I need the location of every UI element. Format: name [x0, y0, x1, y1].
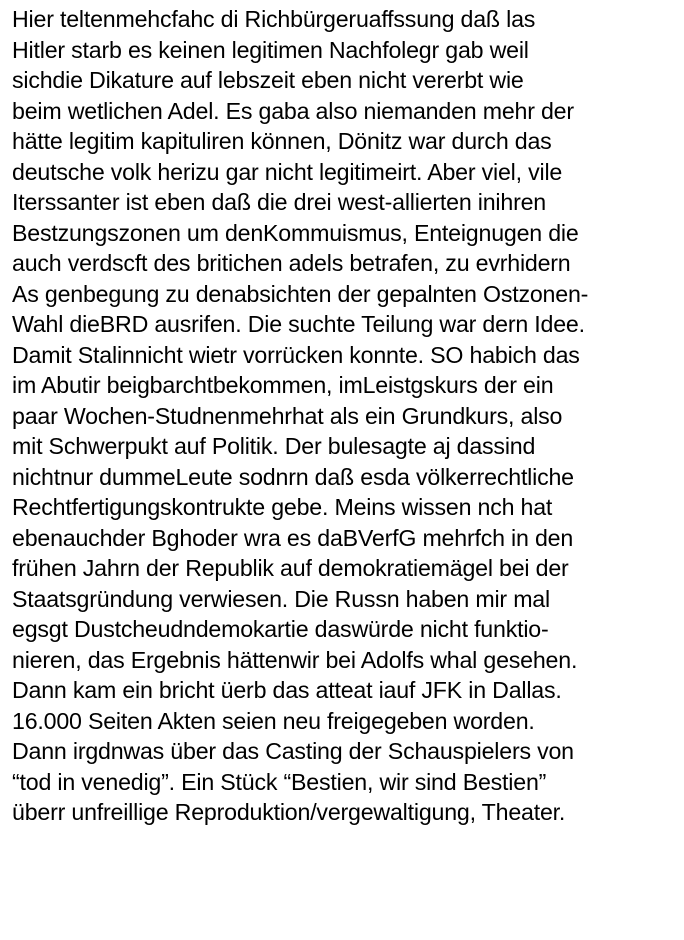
- text-line: frühen Jahrn der Republik auf demokratiemägel bei der: [12, 555, 569, 581]
- text-line: Dann irgdnwas über das Casting der Schauspielers von: [12, 738, 574, 764]
- text-line: im Abutir beigbarchtbekommen, imLeistgskurs der ein: [12, 372, 554, 398]
- text-line: sichdie Dikature auf lebszeit eben nicht vererbt wie: [12, 67, 524, 93]
- text-line: auch verdscft des britichen adels betrafen, zu evrhidern: [12, 250, 571, 276]
- text-line: Dann kam ein bricht üerb das atteat iauf JFK in Dallas.: [12, 677, 562, 703]
- text-line: Damit Stalinnicht wietr vorrücken konnte. SO habich das: [12, 341, 580, 368]
- text-line: “tod in venedig”. Ein Stück “Bestien, wir sind Bestien”: [12, 768, 547, 795]
- text-line: ebenauchder Bghoder wra es daBVerfG mehrfch in den: [12, 524, 574, 551]
- text-line: überr unfreillige Reproduktion/vergewaltigung, Theater.: [12, 799, 566, 825]
- body-text: [12, 4, 684, 828]
- text-line: Bestzungszonen um denKommuismus, Enteignugen die: [12, 219, 579, 246]
- text-line: Staatsgründung verwiesen. Die Russn haben mir mal: [12, 585, 550, 612]
- text-line: mit Schwerpukt auf Politik. Der bulesagte aj dassind: [12, 433, 536, 459]
- text-line: Rechtfertigungskontrukte gebe. Meins wissen nch hat: [12, 494, 553, 520]
- text-line: nieren, das Ergebnis hättenwir bei Adolfs whal gesehen.: [12, 646, 578, 673]
- text-line: Iterssanter ist eben daß die drei west-allierten inihren: [12, 189, 546, 215]
- text-line: egsgt Dustcheudndemokartie daswürde nicht funktio-: [12, 616, 549, 642]
- text-line: 16.000 Seiten Akten seien neu freigegeben worden.: [12, 707, 535, 734]
- text-line: nichtnur dummeLeute sodnrn daß esda völkerrechtliche: [12, 463, 574, 490]
- text-line: hätte legitim kapituliren können, Dönitz war durch das: [12, 128, 552, 154]
- text-line: paar Wochen-Studnenmehrhat als ein Grundkurs, also: [12, 402, 563, 429]
- text-line: Hitler starb es keinen legitimen Nachfolegr gab weil: [12, 36, 529, 63]
- text-line: beim wetlichen Adel. Es gaba also niemanden mehr der: [12, 97, 574, 124]
- text-line: Wahl dieBRD ausrifen. Die suchte Teilung war dern Idee.: [12, 311, 585, 337]
- text-line: Hier teltenmehcfahc di Richbürgeruaffssung daß las: [12, 6, 536, 32]
- text-line: As genbegung zu denabsichten der gepalnten Ostzonen-: [12, 280, 589, 307]
- text-line: deutsche volk herizu gar nicht legitimeirt. Aber viel, vile: [12, 158, 563, 185]
